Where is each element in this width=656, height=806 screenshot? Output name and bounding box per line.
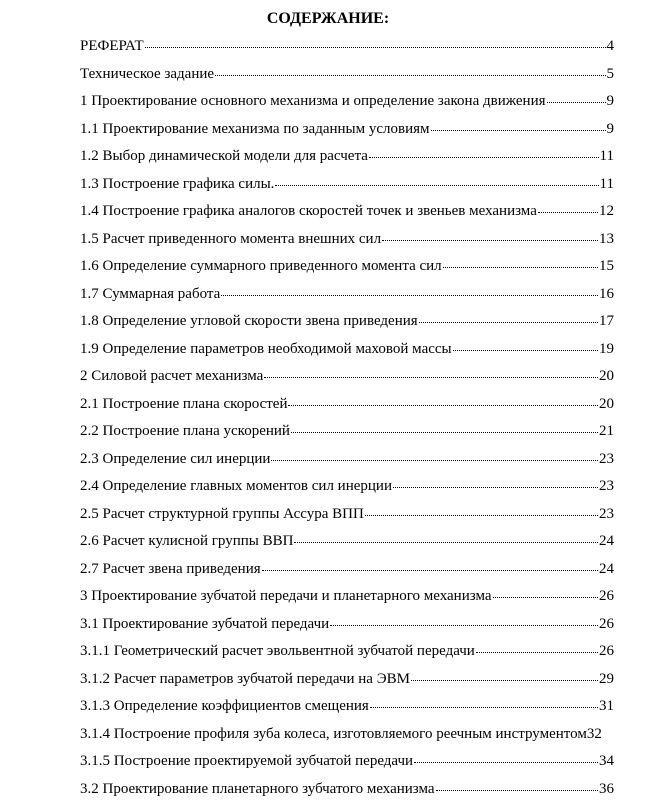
toc-entry-page-number: 16 [599,284,614,304]
toc-entry [80,64,614,92]
toc-entry-page-number: 23 [599,504,614,524]
toc-entry [80,586,614,614]
toc-entry-label: 3.1.1 Геометрический расчет эвольвентной зубчатой передачи [80,641,475,661]
toc-entry-label: 3.2 Проектирование планетарного зубчатого механизма [80,779,435,799]
toc-dot-leader [538,200,598,213]
toc-entry-label: 2.7 Расчет звена приведения [80,559,261,579]
toc-entry-label: 1.6 Определение суммарного приведенного момента сил [80,256,442,276]
toc-entry-label: 2.2 Построение плана ускорений [80,421,290,441]
toc-entry [80,696,614,724]
toc-entry-page-number: 4 [607,36,615,56]
toc-dot-leader [275,173,598,186]
toc-entry-label: 1 Проектирование основного механизма и определение закона движения [80,91,546,111]
toc-entry [80,531,614,559]
toc-entry [80,339,614,367]
toc-entry-page-number: 9 [607,91,615,111]
toc-dot-leader [393,475,598,488]
toc-dot-leader [476,640,598,653]
toc-entry [80,449,614,477]
toc-entry-label: 2.5 Расчет структурной группы Ассура ВПП [80,504,364,524]
toc-entry-label: 1.4 Построение графика аналогов скоростей точек и звеньев механизма [80,201,537,221]
toc-entry-page-number: 19 [599,339,614,359]
toc-entry [80,91,614,119]
toc-entry [80,614,614,642]
toc-dot-leader [291,420,598,433]
toc-entry-page-number: 12 [599,201,614,221]
toc-entry-page-number: 23 [599,449,614,469]
toc-entry-label: 2.3 Определение сил инерции [80,449,270,469]
toc-entry-label: 3.1.4 Построение профиля зуба колеса, изготовляемого реечным инструментом [80,724,587,744]
toc-entry-label: 2.6 Расчет кулисной группы ВВП [80,531,293,551]
toc-entry [80,394,614,422]
toc-entry-page-number: 17 [599,311,614,331]
toc-entry [80,779,614,806]
toc-entry [80,119,614,147]
toc-dot-leader [419,310,598,323]
toc-dot-leader [411,668,598,681]
toc-dot-leader [431,118,606,131]
toc-entry-page-number: 31 [599,696,614,716]
toc-entry-page-number: 15 [599,256,614,276]
toc-dot-leader [453,338,598,351]
toc-entry [80,421,614,449]
toc-entry-page-number: 32 [587,724,602,744]
toc-dot-leader [215,63,605,76]
toc-dot-leader [370,695,598,708]
toc-dot-leader [221,283,598,296]
toc-entry-page-number: 20 [599,394,614,414]
toc-entry-page-number: 26 [599,586,614,606]
toc-entry-label: 3.1.3 Определение коэффициентов смещения [80,696,369,716]
toc-entry-label: 1.5 Расчет приведенного момента внешних сил [80,229,381,249]
toc-entry-label: 3 Проектирование зубчатой передачи и планетарного механизма [80,586,492,606]
toc-entry [80,476,614,504]
toc-dot-leader [262,558,598,571]
toc-entry-page-number: 24 [599,531,614,551]
toc-entry-page-number: 24 [599,559,614,579]
toc-entry [80,311,614,339]
toc-dot-leader [493,585,599,598]
toc-entry [80,201,614,229]
toc-entry-label: 1.7 Суммарная работа [80,284,220,304]
toc-dot-leader [365,503,598,516]
toc-entry-label: 1.8 Определение угловой скорости звена приведения [80,311,418,331]
toc-entry [80,229,614,257]
toc-entry [80,751,614,779]
toc-dot-leader [294,530,598,543]
toc-entry-label: 1.3 Построение графика силы. [80,174,274,194]
toc-dot-leader [414,750,598,763]
toc-dot-leader [547,90,606,103]
toc-dot-leader [443,255,598,268]
toc-entry-label: Техническое задание [80,64,214,84]
toc-entry [80,256,614,284]
toc-entry-label: 2.1 Построение плана скоростей [80,394,287,414]
toc-entry [80,174,614,202]
toc-entry-page-number: 20 [599,366,614,386]
toc-dot-leader [271,448,598,461]
toc-entry [80,284,614,312]
toc-entry-page-number: 11 [600,174,614,194]
toc-entry-label: 2.4 Определение главных моментов сил инерции [80,476,392,496]
toc-entry-label: 1.2 Выбор динамической модели для расчета [80,146,368,166]
toc-entry-label: 2 Силовой расчет механизма [80,366,263,386]
table-of-contents [80,36,614,806]
toc-entry-page-number: 34 [599,751,614,771]
toc-entry-page-number: 26 [599,641,614,661]
toc-entry [80,504,614,532]
toc-entry [80,366,614,394]
toc-entry [80,724,614,752]
toc-dot-leader [382,228,598,241]
toc-entry-page-number: 26 [599,614,614,634]
toc-entry-page-number: 13 [599,229,614,249]
toc-entry [80,559,614,587]
toc-entry-page-number: 29 [599,669,614,689]
toc-entry-label: 1.1 Проектирование механизма по заданным условиям [80,119,430,139]
toc-entry-label: 3.1.2 Расчет параметров зубчатой передачи на ЭВМ [80,669,410,689]
toc-entry [80,146,614,174]
toc-entry-page-number: 5 [607,64,615,84]
toc-entry-label: РЕФЕРАТ [80,36,144,56]
toc-entry-label: 3.1 Проектирование зубчатой передачи [80,614,329,634]
toc-entry [80,641,614,669]
toc-entry-page-number: 21 [599,421,614,441]
page-title: СОДЕРЖАНИЕ: [0,9,656,29]
toc-entry-label: 3.1.5 Построение проектируемой зубчатой передачи [80,751,413,771]
toc-dot-leader [145,35,606,48]
toc-entry-page-number: 23 [599,476,614,496]
toc-dot-leader [436,778,598,791]
toc-dot-leader [264,365,598,378]
toc-entry [80,36,614,64]
toc-entry [80,669,614,697]
toc-entry-page-number: 36 [599,779,614,799]
toc-dot-leader [369,145,599,158]
toc-entry-page-number: 11 [600,146,614,166]
toc-dot-leader [330,613,598,626]
toc-dot-leader [288,393,598,406]
toc-entry-page-number: 9 [607,119,615,139]
toc-entry-label: 1.9 Определение параметров необходимой маховой массы [80,339,452,359]
